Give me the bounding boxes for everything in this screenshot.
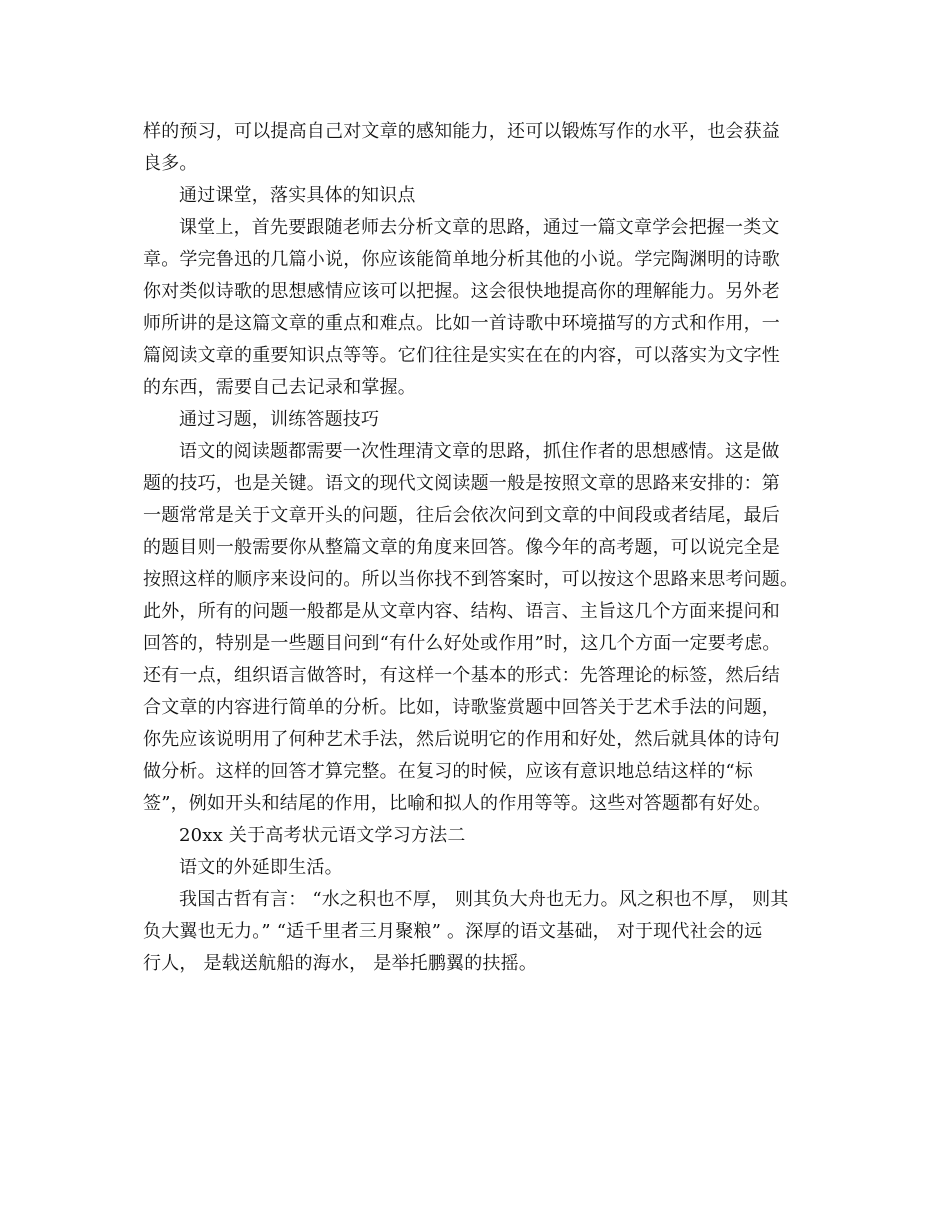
- text-line: 回答的，特别是一些题目问到“有什么好处或作用”时，这几个方面一定要考虑。: [143, 633, 781, 654]
- text-line: 样的预习，可以提高自己对文章的感知能力，还可以锻炼写作的水平，也会获益: [143, 121, 780, 142]
- text-line: 通过习题，训练答题技巧: [179, 409, 380, 430]
- text-line: 课堂上，首先要跟随老师去分析文章的思路，通过一篇文章学会把握一类文: [179, 217, 780, 238]
- text-line: 良多。: [143, 153, 198, 174]
- text-line: 的东西，需要自己去记录和掌握。: [143, 377, 416, 398]
- text-line: 的题目则一般需要你从整篇文章的角度来回答。像今年的高考题，可以说完全是: [143, 537, 780, 558]
- text-line: 一题常常是关于文章开头的问题，往后会依次问到文章的中间段或者结尾，最后: [143, 505, 780, 526]
- text-line: 20xx 关于高考状元语文学习方法二: [179, 825, 466, 846]
- text-line: 合文章的内容进行简单的分析。比如，诗歌鉴赏题中回答关于艺术手法的问题，: [143, 697, 780, 718]
- text-line: 语文的阅读题都需要一次性理清文章的思路，抓住作者的思想感情。这是做: [179, 441, 780, 462]
- text-line: 行人， 是载送航船的海水， 是举托鹏翼的扶摇。: [143, 953, 538, 974]
- text-line: 篇阅读文章的重要知识点等等。它们往往是实实在在的内容，可以落实为文字性: [143, 345, 780, 366]
- text-line: 此外，所有的问题一般都是从文章内容、结构、语言、主旨这几个方面来提问和: [143, 601, 780, 622]
- text-line: 通过课堂，落实具体的知识点: [179, 185, 416, 206]
- document-body: [143, 116, 808, 980]
- text-line: 我国古哲有言： “水之积也不厚， 则其负大舟也无力。风之积也不厚， 则其: [179, 889, 789, 910]
- text-line: 做分析。这样的回答才算完整。在复习的时候，应该有意识地总结这样的“标: [143, 761, 753, 782]
- text-line: 题的技巧，也是关键。语文的现代文阅读题一般是按照文章的思路来安排的：第: [143, 473, 780, 494]
- text-line: 签”，例如开头和结尾的作用，比喻和拟人的作用等等。这些对答题都有好处。: [143, 793, 772, 814]
- text-line: 师所讲的是这篇文章的重点和难点。比如一首诗歌中环境描写的方式和作用，一: [143, 313, 780, 334]
- text-line: 章。学完鲁迅的几篇小说，你应该能简单地分析其他的小说。学完陶渊明的诗歌: [143, 249, 780, 270]
- text-line: 你对类似诗歌的思想感情应该可以把握。这会很快地提高你的理解能力。另外老: [143, 281, 780, 302]
- text-line: 负大翼也无力。” “适千里者三月聚粮” 。深厚的语文基础， 对于现代社会的远: [143, 921, 763, 942]
- text-line: 语文的外延即生活。: [179, 857, 343, 878]
- text-line: 还有一点，组织语言做答时，有这样一个基本的形式：先答理论的标签，然后结: [143, 665, 780, 686]
- text-line: 按照这样的顺序来设问的。所以当你找不到答案时，可以按这个思路来思考问题。: [143, 569, 799, 590]
- text-line: 你先应该说明用了何种艺术手法，然后说明它的作用和好处，然后就具体的诗句: [143, 729, 780, 750]
